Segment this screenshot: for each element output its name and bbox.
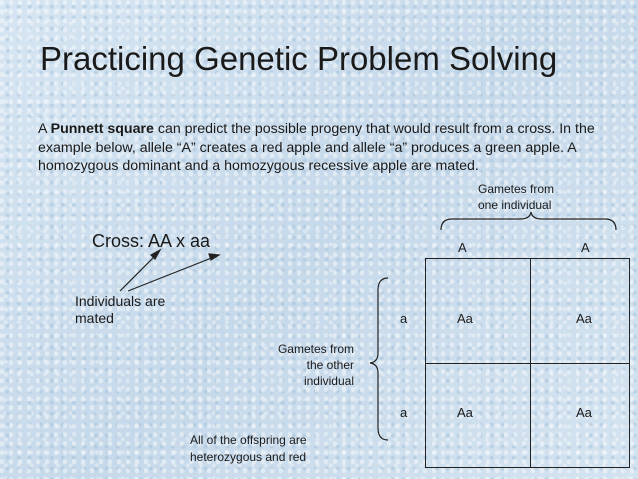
arrow-line-right [128,257,214,291]
gametes-other-line: individual [303,374,354,388]
punnett-cell: Aa [576,405,592,420]
arrow-head-left [151,250,160,259]
brace-side [370,278,388,440]
punnett-square [425,258,630,468]
punnett-cell: Aa [576,311,592,326]
top-allele-1: A [458,240,467,255]
grid-horizontal-line [426,363,629,364]
offspring-note-line: heterozygous and red [190,450,307,464]
side-allele-1: a [400,311,408,326]
offspring-note-line: All of the offspring are [190,433,307,447]
individuals-label-line: Individuals are [75,293,166,309]
individuals-label-line: mated [75,310,114,326]
gametes-one-line: Gametes from [478,182,555,196]
intro-rest: can predict the possible progeny that would result from a cross. In the example below, allele “A” creates a red apple and allele “a” produces a green apple. A homozygous dominant and a homozygous recessive apple are mated. [38,121,595,174]
intro-bold-term: Punnett square [50,121,154,137]
cross-label: Cross: AA x aa [92,231,211,251]
brace-top [441,212,616,230]
arrow-line-left [120,254,157,291]
punnett-cell: Aa [457,405,473,420]
arrow-head-right [209,254,219,260]
slide-title: Practicing Genetic Problem Solving [40,40,558,77]
gametes-one-line: one individual [478,198,552,212]
top-allele-2: A [581,240,590,255]
gametes-other-line: Gametes from [277,342,354,356]
intro-prefix: A [38,121,51,137]
side-allele-2: a [400,405,408,420]
punnett-cell: Aa [457,311,473,326]
gametes-other-line: the other [306,358,354,372]
